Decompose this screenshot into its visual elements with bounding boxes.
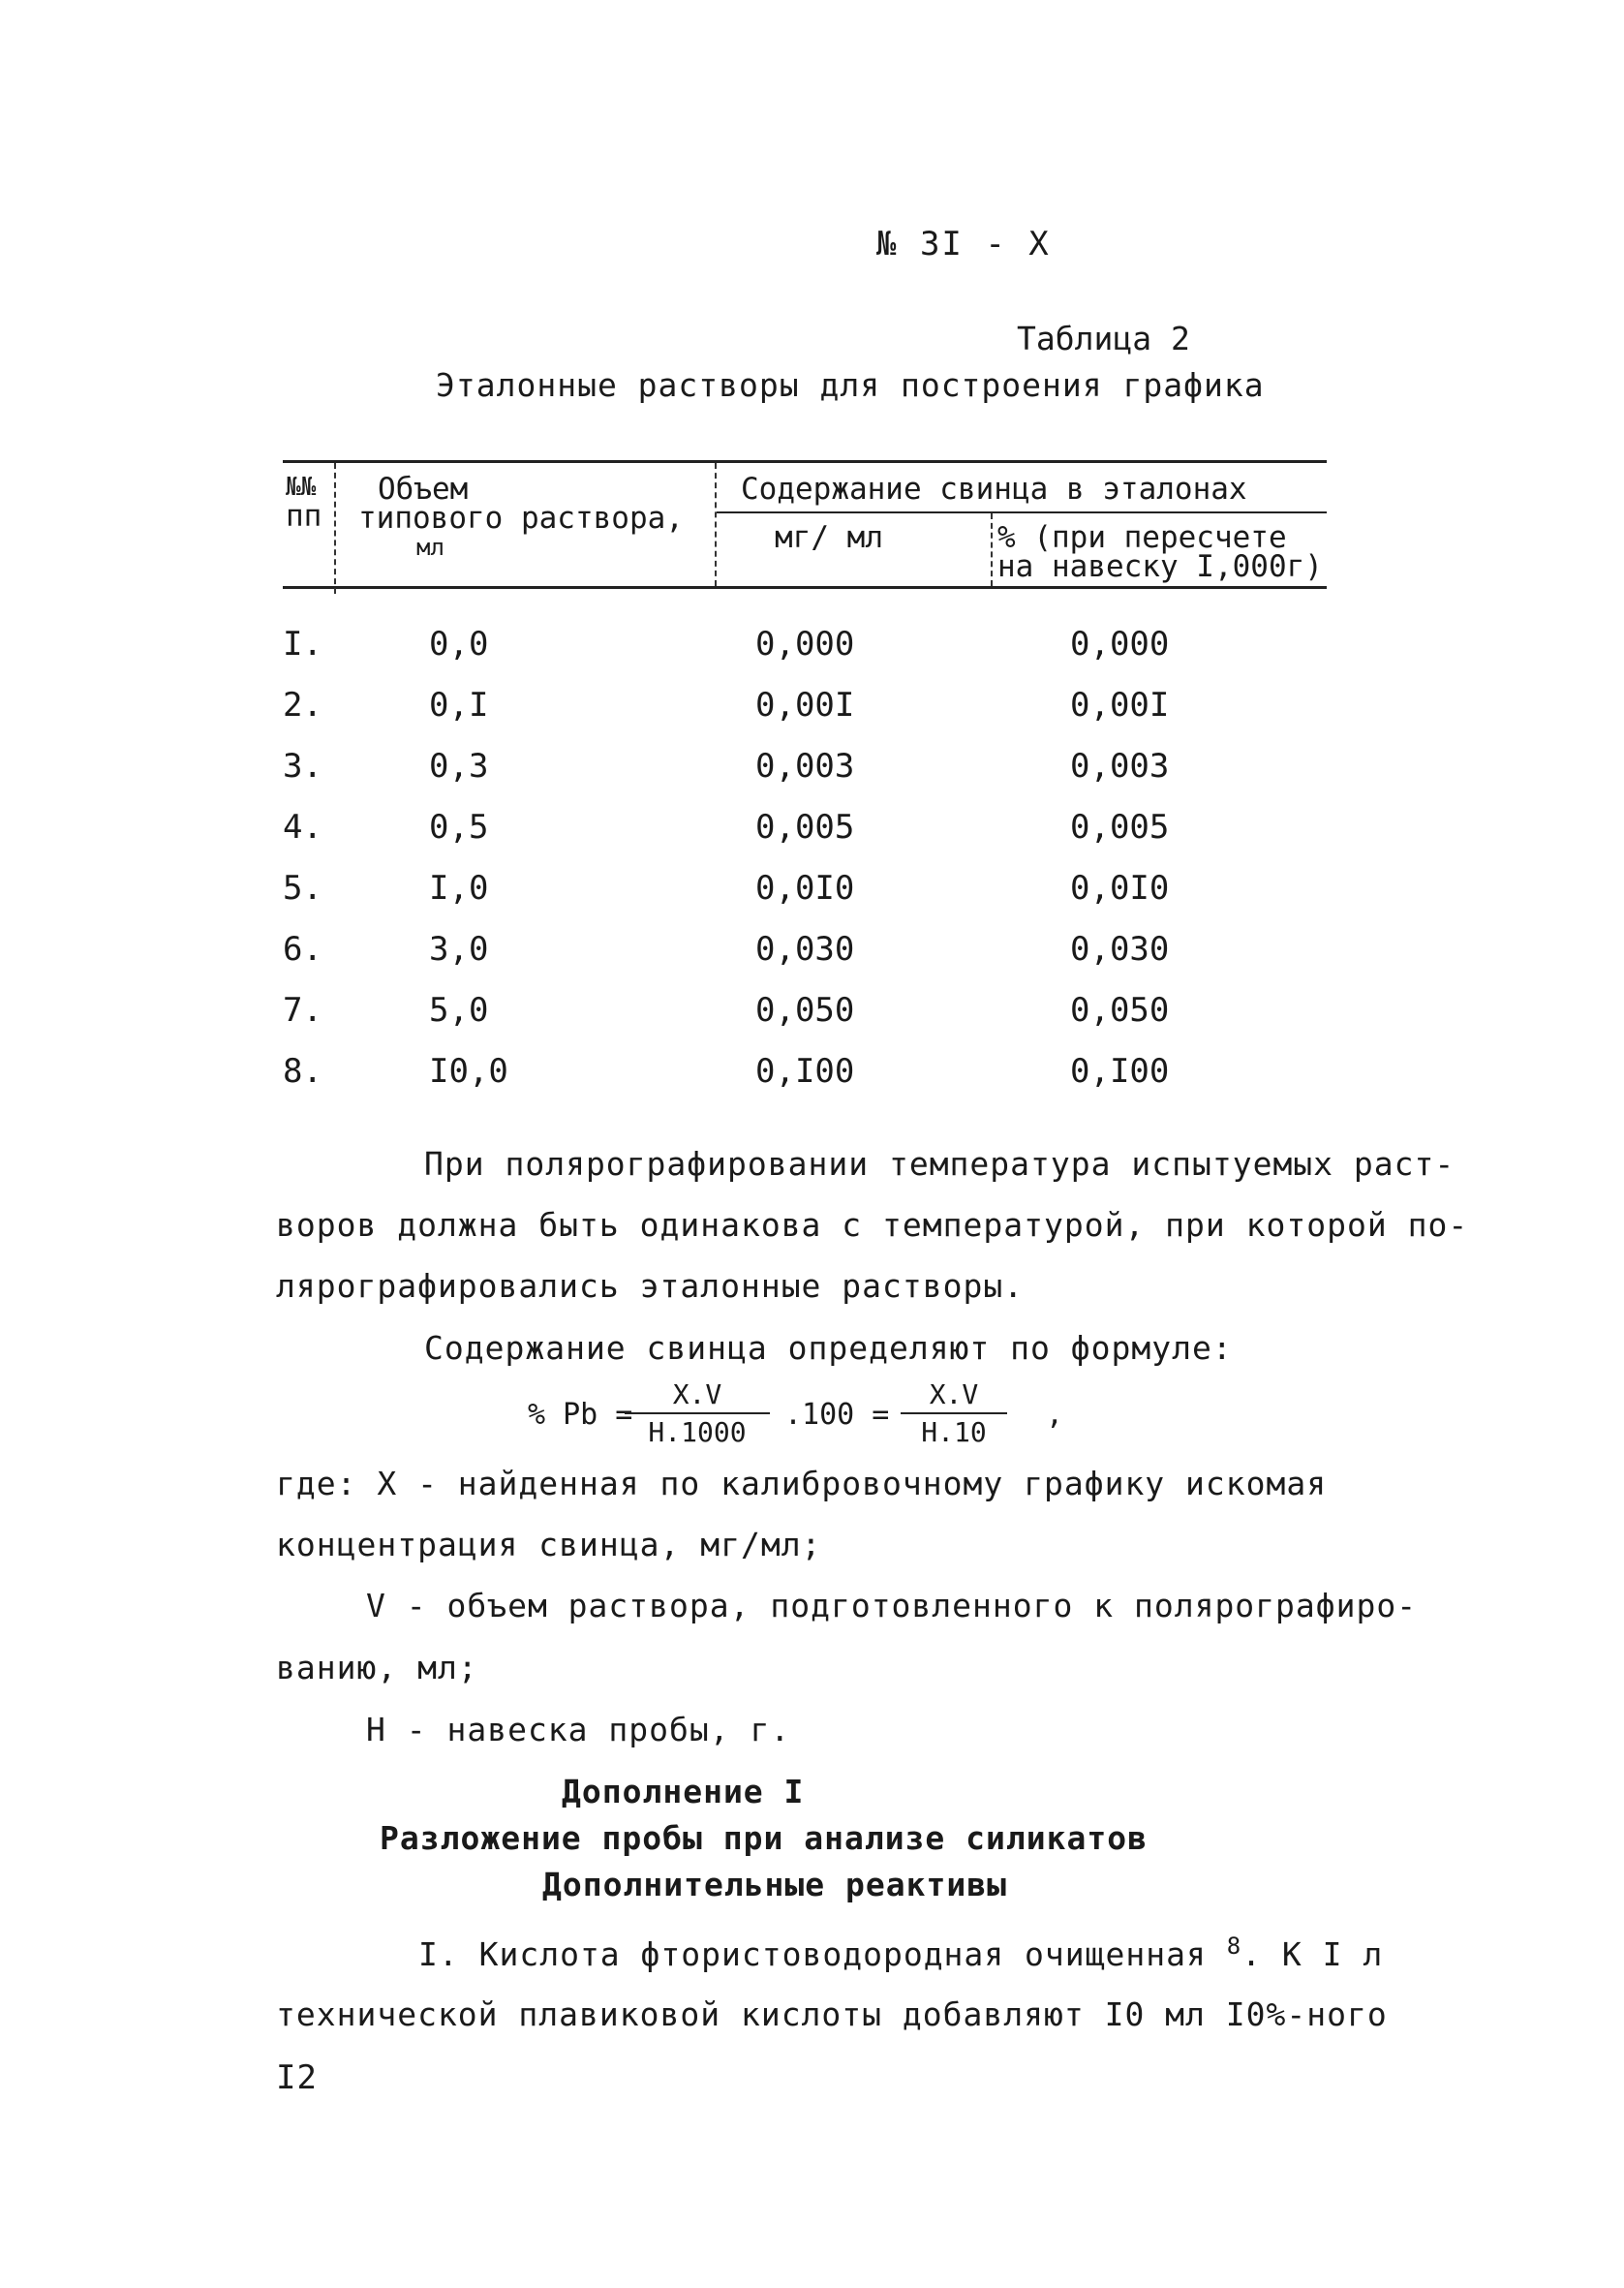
table-cell-volume: I0,0	[429, 1052, 508, 1091]
paragraph-line: лярографировались эталонные растворы.	[276, 1267, 1025, 1305]
paragraph-line: ванию, мл;	[276, 1649, 478, 1686]
table-cell-percent: 0,005	[1070, 808, 1170, 847]
table-cell-percent: 0,I00	[1070, 1052, 1170, 1091]
paragraph-line: концентрация свинца, мг/мл;	[276, 1526, 822, 1563]
header-num: №№ пп	[286, 473, 322, 534]
table-cell-num: I.	[283, 625, 322, 664]
header-volume: Объем типового раствора, мл	[358, 472, 684, 561]
table-cell-volume: 0,0	[429, 625, 489, 664]
table-cell-mg-ml: 0,003	[755, 747, 855, 786]
table-cell-mg-ml: 0,000	[755, 625, 855, 664]
table-cell-volume: 0,3	[429, 747, 489, 786]
table-cell-num: 4.	[283, 808, 322, 847]
table-subheader-rule	[717, 511, 1327, 513]
paragraph-line: где: X - найденная по калибровочному графику искомая	[276, 1465, 1328, 1502]
footnote-marker: 8	[1226, 1932, 1242, 1960]
table-cell-volume: 0,I	[429, 686, 489, 725]
paragraph-line: Содержание свинца определяют по формуле:	[424, 1329, 1233, 1367]
paragraph-line: воров должна быть одинакова с температурой, при которой по-	[276, 1206, 1469, 1244]
appendix-title: Дополнение I	[562, 1773, 805, 1810]
formula-lhs: % Pb =	[528, 1398, 633, 1432]
table-cell-mg-ml: 0,0I0	[755, 869, 855, 908]
table-cell-mg-ml: 0,00I	[755, 686, 855, 725]
formula-end: ,	[1046, 1398, 1064, 1432]
page-number: I2	[276, 2058, 318, 2097]
formula-numerator-2: X.V	[901, 1378, 1007, 1414]
table-cell-num: 8.	[283, 1052, 322, 1091]
table-cell-mg-ml: 0,050	[755, 991, 855, 1030]
appendix-reagents-heading: Дополнительные реактивы	[542, 1866, 1007, 1903]
table-cell-mg-ml: 0,030	[755, 930, 855, 969]
table-top-rule	[283, 460, 1327, 463]
table-cell-percent: 0,030	[1070, 930, 1170, 969]
table-cell-volume: 0,5	[429, 808, 489, 847]
header-mg-ml: мг/ мл	[775, 520, 883, 555]
reagent-item-line	[418, 1932, 1383, 1973]
table-cell-volume: 3,0	[429, 930, 489, 969]
table-cell-volume: 5,0	[429, 991, 489, 1030]
formula-numerator-1: X.V	[625, 1378, 770, 1414]
paragraph-line: H - навеска пробы, г.	[366, 1711, 791, 1748]
paragraph-line: V - объем раствора, подготовленного к полярографиро-	[366, 1587, 1418, 1624]
table-cell-percent: 0,003	[1070, 747, 1170, 786]
table-label: Таблица 2	[1017, 320, 1190, 357]
table-cell-num: 7.	[283, 991, 322, 1030]
reagent-item-text: I. Кислота фтористоводородная очищенная	[418, 1935, 1207, 1973]
reagent-item-text-cont: . К I л	[1241, 1935, 1384, 1973]
table-cell-volume: I,0	[429, 869, 489, 908]
formula-denominator-2: H.10	[921, 1416, 987, 1448]
formula-fraction-2	[901, 1378, 1007, 1448]
table-header-bottom-rule	[283, 586, 1327, 589]
table-cell-percent: 0,0I0	[1070, 869, 1170, 908]
table-cell-percent: 0,050	[1070, 991, 1170, 1030]
table-col-divider-2	[715, 463, 717, 586]
table-cell-num: 5.	[283, 869, 322, 908]
formula-denominator-1: H.1000	[648, 1416, 747, 1448]
formula-mid: .100 =	[784, 1398, 890, 1432]
table-col-divider-3	[991, 513, 993, 586]
table-cell-num: 3.	[283, 747, 322, 786]
appendix-subtitle: Разложение пробы при анализе силикатов	[380, 1819, 1148, 1857]
table-cell-mg-ml: 0,005	[755, 808, 855, 847]
paragraph-line: При полярографировании температура испытуемых раст-	[424, 1145, 1455, 1183]
table-cell-num: 6.	[283, 930, 322, 969]
table-cell-percent: 0,00I	[1070, 686, 1170, 725]
table-title: Эталонные растворы для построения графика	[436, 366, 1265, 404]
table-col-divider-1	[334, 463, 336, 594]
document-number: № 3I - X	[876, 225, 1051, 263]
table-cell-mg-ml: 0,I00	[755, 1052, 855, 1091]
table-cell-num: 2.	[283, 686, 322, 725]
paragraph-line: технической плавиковой кислоты добавляют I0 мл I0%-ного	[276, 1995, 1388, 2033]
header-percent: % (при пересчете на навеску I,000г)	[997, 520, 1323, 584]
formula-fraction-1	[625, 1378, 770, 1448]
header-content: Содержание свинца в эталонах	[741, 472, 1247, 507]
table-cell-percent: 0,000	[1070, 625, 1170, 664]
